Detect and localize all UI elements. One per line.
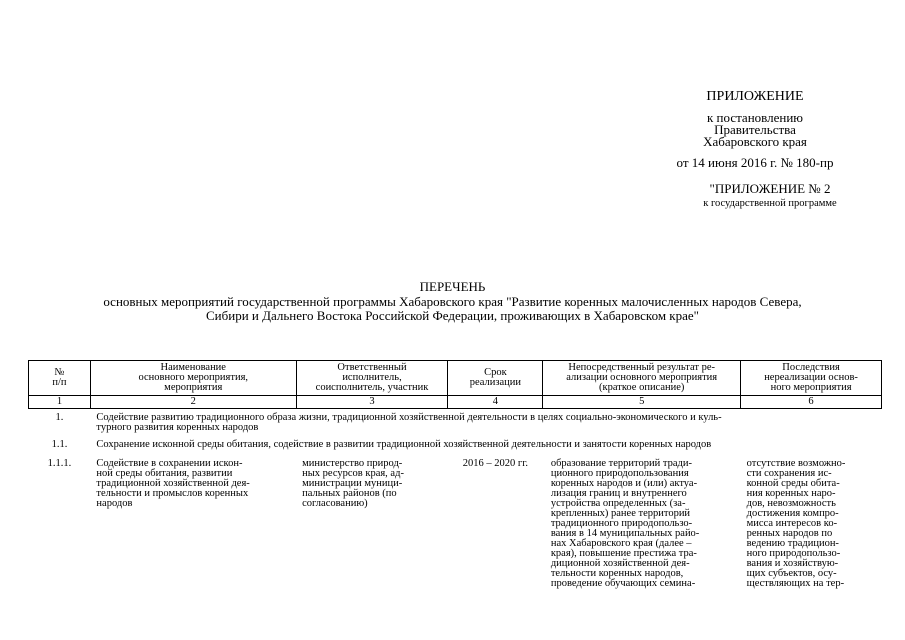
col-header-result: Непосредственный результат ре- ализации основного мероприятия (краткое описание) (543, 361, 741, 396)
col-header-executor: Ответственный исполнитель, соисполнитель, участник (296, 361, 448, 396)
column-number-row (29, 396, 882, 409)
list-title-line1: основных мероприятий государственной программы Хабаровского края "Развитие коренных малочисленных народов Севера, (103, 294, 802, 309)
table-row (29, 409, 882, 435)
col-number: 1 (29, 396, 91, 409)
table-row (29, 451, 882, 590)
row-number: 1. (55, 412, 64, 423)
col-header-name: Наименование основного мероприятия, мероприятия (90, 361, 296, 396)
program-line: к государственной программе (703, 198, 837, 209)
col-number: 6 (741, 396, 882, 409)
measure-name: Содействие в сохранении искон- ной среды обитания, развитии традиционной хозяйственной дея- тельности и промыслов коренных народов (96, 458, 250, 509)
col-header-consequence: Последствия нереализации основ- ного мероприятия (741, 361, 882, 396)
row-text: Сохранение исконной среды обитания, содействие в развитии традиционной хозяйственной деятельности и занятости коренных народов (96, 439, 712, 450)
col-header-number: № п/п (29, 361, 91, 396)
col-number: 4 (448, 396, 543, 409)
header-row (29, 361, 882, 396)
col-number: 2 (90, 396, 296, 409)
measures-table (28, 360, 882, 590)
row-text: Содействие развитию традиционного образа жизни, традиционной хозяйственной деятельности в целях социально-экономического и куль- турного развития коренных народов (96, 412, 722, 433)
appendix2-title: "ПРИЛОЖЕНИЕ № 2 (709, 181, 831, 196)
list-heading: ПЕРЕЧЕНЬ (419, 279, 486, 294)
appendix-title: ПРИЛОЖЕНИЕ (706, 89, 804, 104)
non-implementation-consequence: отсутствие возможно- сти сохранения ис- конной среды обита- ния коренных наро- дов, невозможность достижения компро- мисса интересов ко- ренных народов по ведению традицион- ного природопользо- вания и хозяйствую- щих субъектов, осу- ществляющих на тер- (746, 458, 846, 589)
col-number: 5 (543, 396, 741, 409)
date-line: от 14 июня 2016 г. № 180-пр (676, 155, 834, 170)
resolution-line: к постановлению (706, 110, 804, 125)
row-number: 1.1.1. (47, 458, 72, 469)
direct-result: образование территорий тради- ционного природопользования коренных народов и (или) актуа- лизация границ и внутреннего устройства определенных (за- крепленных) ранее территорий традиционного природопользо- вания в 14 муниципальных райо- нах Хабаровского края (далее – края), повышение престижа тра- диционной хозяйственной дея- тельности коренных народов, проведение обучающих семина- (550, 458, 700, 589)
government-line: Правительства (714, 122, 796, 137)
implementation-term: 2016 – 2020 гг. (462, 458, 528, 469)
table-row (29, 434, 882, 451)
col-header-term: Срок реализации (448, 361, 543, 396)
row-number: 1.1. (51, 439, 68, 450)
region-line: Хабаровского края (703, 134, 807, 149)
list-title-line2: Сибири и Дальнего Востока Российской Федерации, проживающих в Хабаровском крае" (206, 308, 699, 323)
col-number: 3 (296, 396, 448, 409)
responsible-executor: министерство природ- ных ресурсов края, ад- министрации муници- пальных районов (по согласованию) (302, 458, 404, 509)
